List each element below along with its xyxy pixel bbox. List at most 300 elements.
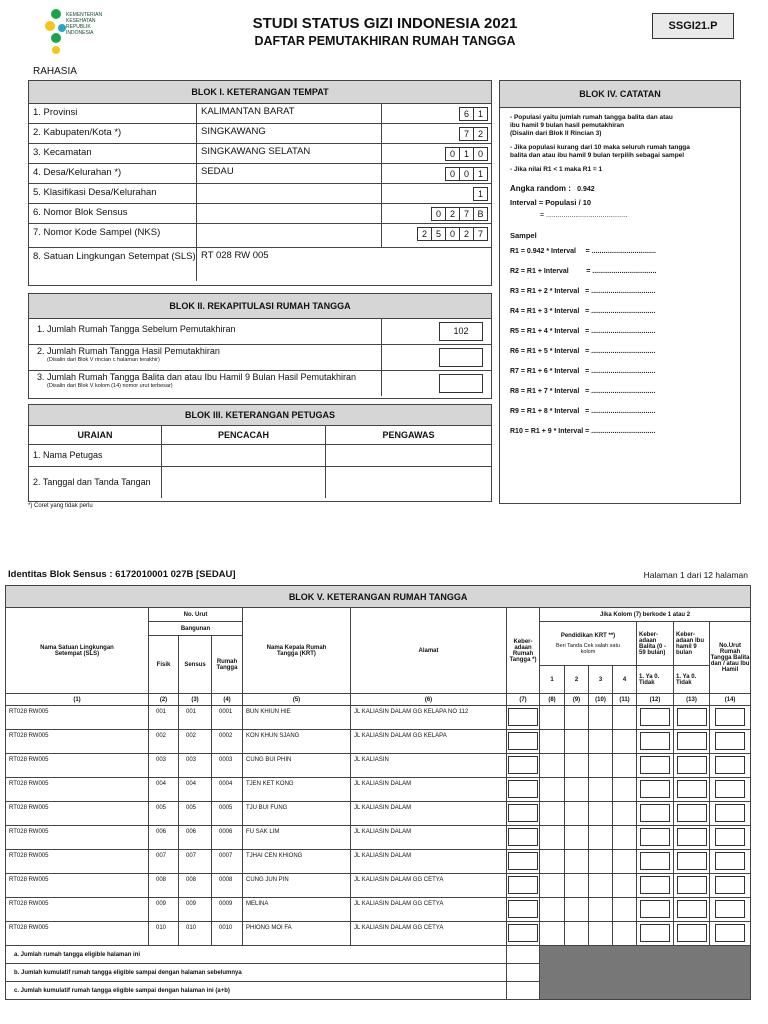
blok-1-label: 7. Nomor Kode Sampel (NKS) [33, 227, 161, 238]
cell-col-9 [565, 922, 589, 946]
code-digit[interactable]: 1 [473, 107, 488, 121]
entry-box[interactable] [677, 756, 707, 774]
cell-col-11 [613, 874, 637, 898]
blok-1-row [29, 163, 491, 184]
cell-sensus: 005 [179, 802, 212, 826]
random-value: 0.942 [577, 186, 595, 193]
cell-krt: FU SAK LIM [243, 826, 351, 850]
code-digit[interactable]: 6 [459, 107, 474, 121]
cell-alamat: JL KALIASIN DALAM GG KELAPA NO 112 [351, 706, 507, 730]
table-row [6, 826, 751, 850]
cell-col-13 [674, 778, 710, 802]
blok-5-table [5, 585, 751, 1000]
cell-col-10 [589, 922, 613, 946]
cell-col-8 [540, 850, 565, 874]
table-row [6, 898, 751, 922]
r-row: R1 = 0.942 * Interval = ................................. [510, 248, 656, 255]
blok-1 [28, 80, 492, 286]
entry-box[interactable] [715, 900, 745, 918]
cell-col-8 [540, 922, 565, 946]
entry-box[interactable] [677, 708, 707, 726]
sampel-label: Sampel [510, 231, 537, 240]
blok-2-value-box[interactable]: 102 [439, 322, 483, 341]
entry-box[interactable] [508, 924, 538, 942]
entry-box[interactable] [677, 828, 707, 846]
blok-2-label: 1. Jumlah Rumah Tangga Sebelum Pemutakhiran [37, 324, 236, 334]
cell-col-10 [589, 850, 613, 874]
summary-label: c. Jumlah kumulatif rumah tangga eligible sampai dengan halaman ini (a+b) [6, 982, 507, 1000]
blok-3 [28, 404, 492, 502]
cell-col-13 [674, 898, 710, 922]
code-digit[interactable]: 0 [445, 147, 460, 161]
cell-sensus: 010 [179, 922, 212, 946]
entry-box[interactable] [508, 780, 538, 798]
blok-1-label: 4. Desa/Kelurahan *) [33, 167, 122, 178]
h-ya-13: 1. Ya 0. Tidak [674, 666, 710, 694]
cell-col-9 [565, 898, 589, 922]
h-balita: Keber- adaan Balita (0 - 59 bulan) [637, 622, 674, 666]
cell-col-8 [540, 874, 565, 898]
cell-sls: RT028 RW005 [6, 706, 149, 730]
entry-box[interactable] [640, 708, 670, 726]
cell-fisik: 002 [149, 730, 179, 754]
blok-1-label: 6. Nomor Blok Sensus [33, 207, 128, 218]
blok-3-table [29, 426, 491, 498]
blok-1-value: SEDAU [196, 163, 381, 183]
cell-col-12 [637, 802, 674, 826]
table-row [6, 874, 751, 898]
interval-eq: = .......................................... [540, 212, 628, 219]
cell-col-7 [507, 730, 540, 754]
col-number: (1) [6, 694, 149, 706]
entry-box[interactable] [508, 732, 538, 750]
blok-2-label: 3. Jumlah Rumah Tangga Balita dan atau Ibu Hamil 9 Bulan Hasil Pemutakhiran [37, 372, 357, 382]
entry-box[interactable] [715, 804, 745, 822]
code-digit[interactable]: 7 [459, 127, 474, 141]
blok-1-value [196, 203, 381, 223]
ttd-pengawas-field[interactable] [325, 466, 491, 498]
cell-sls: RT028 RW005 [6, 850, 149, 874]
cell-col-13 [674, 730, 710, 754]
entry-box[interactable] [508, 828, 538, 846]
entry-box[interactable] [508, 852, 538, 870]
summary-value[interactable] [507, 964, 540, 982]
r-row: R4 = R1 + 3 * Interval = ................................. [510, 308, 656, 315]
col-number: (6) [351, 694, 507, 706]
table-row [6, 706, 751, 730]
code-digit[interactable]: 5 [431, 227, 446, 241]
cell-col-11 [613, 730, 637, 754]
cell-krt: MELINA [243, 898, 351, 922]
cell-fisik: 005 [149, 802, 179, 826]
page-subtitle: DAFTAR PEMUTAKHIRAN RUMAH TANGGA [254, 34, 516, 48]
entry-box[interactable] [715, 780, 745, 798]
blok-1-label: 1. Provinsi [33, 107, 78, 118]
blok-1-value: SINGKAWANG [196, 123, 381, 143]
cell-col-12 [637, 922, 674, 946]
cell-krt: BUN KHIUN HIE [243, 706, 351, 730]
r-row: R8 = R1 + 7 * Interval = ................................. [510, 388, 656, 395]
cell-col-7 [507, 826, 540, 850]
col-number: (3) [179, 694, 212, 706]
cell-sls: RT028 RW005 [6, 802, 149, 826]
cell-sls: RT028 RW005 [6, 754, 149, 778]
identitas-blok-sensus: Identitas Blok Sensus : 6172010001 027B [SEDAU] [8, 569, 236, 580]
cell-col-9 [565, 850, 589, 874]
cell-alamat: JL KALIASIN DALAM GG KELAPA [351, 730, 507, 754]
r-row: R6 = R1 + 5 * Interval = ................................. [510, 348, 656, 355]
col-number: (8) [540, 694, 565, 706]
pend-num: 1 [540, 666, 565, 694]
cell-col-14 [710, 802, 751, 826]
summary-label: a. Jumlah rumah tangga eligible halaman ini [6, 946, 507, 964]
cell-col-10 [589, 778, 613, 802]
blok-1-label: 8. Satuan Lingkungan Setempat (SLS) [33, 251, 196, 262]
code-digit[interactable]: 0 [445, 227, 460, 241]
cell-col-9 [565, 754, 589, 778]
entry-box[interactable] [508, 708, 538, 726]
nama-pencacah-field[interactable] [162, 444, 326, 466]
cell-col-14 [710, 922, 751, 946]
r-row: R9 = R1 + 8 * Interval = ................................. [510, 408, 656, 415]
cell-col-9 [565, 730, 589, 754]
col-number: (11) [613, 694, 637, 706]
cell-col-7 [507, 754, 540, 778]
code-digit[interactable]: 7 [459, 207, 474, 221]
entry-box[interactable] [508, 876, 538, 894]
entry-box[interactable] [715, 852, 745, 870]
cell-col-12 [637, 850, 674, 874]
code-digit[interactable]: 1 [473, 167, 488, 181]
cell-col-7 [507, 706, 540, 730]
blok-4 [499, 80, 741, 504]
cell-sensus: 002 [179, 730, 212, 754]
cell-fisik: 009 [149, 898, 179, 922]
cell-fisik: 008 [149, 874, 179, 898]
blok-1-value: RT 028 RW 005 [196, 247, 491, 281]
cell-sls: RT028 RW005 [6, 898, 149, 922]
logo-text: KEMENTERIAN KESEHATAN REPUBLIK INDONESIA [66, 12, 103, 36]
table-row [6, 778, 751, 802]
entry-box[interactable] [677, 780, 707, 798]
cell-col-8 [540, 754, 565, 778]
cell-col-14 [710, 850, 751, 874]
h-nourut: No. Urut [149, 608, 243, 622]
col-number: (9) [565, 694, 589, 706]
blok-2-value-cell [381, 344, 491, 370]
summary-value[interactable] [507, 946, 540, 964]
table-row [6, 922, 751, 946]
cell-alamat: JL KALIASIN [351, 754, 507, 778]
entry-box[interactable] [640, 780, 670, 798]
blok-1-code-cell [381, 183, 491, 203]
col-number: (2) [149, 694, 179, 706]
h-keberadaan: Keber- adaan Rumah Tangga *) [507, 608, 540, 694]
blok-1-label: 3. Kecamatan [33, 147, 92, 158]
cell-fisik: 001 [149, 706, 179, 730]
cell-sensus: 001 [179, 706, 212, 730]
cell-col-8 [540, 778, 565, 802]
row-tanggal-ttd: 2. Tanggal dan Tanda Tangan [29, 466, 162, 498]
cell-krt: CUNG JUN PIN [243, 874, 351, 898]
ttd-pencacah-field[interactable] [162, 466, 326, 498]
code-digit[interactable]: 0 [459, 167, 474, 181]
blok-1-digits [460, 107, 488, 121]
cell-col-14 [710, 754, 751, 778]
entry-box[interactable] [677, 876, 707, 894]
cell-alamat: JL KALIASIN DALAM GG CETYA [351, 922, 507, 946]
cell-col-11 [613, 850, 637, 874]
code-digit[interactable]: 0 [431, 207, 446, 221]
form-code: SSGI21.P [652, 13, 734, 39]
cell-col-14 [710, 826, 751, 850]
cell-fisik: 003 [149, 754, 179, 778]
cell-sensus: 006 [179, 826, 212, 850]
blok-1-value: SINGKAWANG SELATAN [196, 143, 381, 163]
cell-sls: RT028 RW005 [6, 922, 149, 946]
cell-rt: 0002 [212, 730, 243, 754]
cell-fisik: 004 [149, 778, 179, 802]
blok-1-digits [446, 147, 488, 161]
cell-alamat: JL KALIASIN DALAM [351, 778, 507, 802]
pend-num: 2 [565, 666, 589, 694]
cell-col-7 [507, 874, 540, 898]
footnote: *) Coret yang tidak perlu [28, 503, 93, 509]
summary-row [6, 946, 751, 964]
shaded-area [540, 946, 751, 1000]
cell-col-10 [589, 706, 613, 730]
cell-col-7 [507, 898, 540, 922]
entry-box[interactable] [640, 756, 670, 774]
cell-alamat: JL KALIASIN DALAM GG CETYA [351, 898, 507, 922]
cell-col-12 [637, 778, 674, 802]
cell-col-13 [674, 850, 710, 874]
col-number: (10) [589, 694, 613, 706]
blok-1-code-cell [381, 223, 491, 247]
h-krt: Nama Kepala Rumah Tangga (KRT) [243, 608, 351, 694]
note-line: - Populasi yaitu jumlah rumah tangga balita dan atau [510, 114, 673, 121]
confidential-label: RAHASIA [33, 66, 77, 77]
blok-1-value [196, 183, 381, 203]
code-digit[interactable]: 2 [445, 207, 460, 221]
h-pendidikan-label: Pendidikan KRT **) [560, 632, 616, 639]
cell-col-8 [540, 826, 565, 850]
cell-rt: 0003 [212, 754, 243, 778]
random-label: Angka random : [510, 184, 571, 193]
blok-1-row [29, 183, 491, 204]
note-line: balita dan atau ibu hamil 9 bulan terpilih sebagai sampel [510, 152, 685, 159]
note-line: - Jika nilai R1 < 1 maka R1 = 1 [510, 166, 603, 173]
h-pendidikan-sub: Beri Tanda Cek salah satu kolom [555, 642, 621, 655]
pend-num: 4 [613, 666, 637, 694]
cell-col-9 [565, 778, 589, 802]
cell-rt: 0010 [212, 922, 243, 946]
blok-1-title: BLOK I. KETERANGAN TEMPAT [29, 81, 491, 104]
code-digit[interactable]: 0 [473, 147, 488, 161]
cell-rt: 0008 [212, 874, 243, 898]
entry-box[interactable] [715, 708, 745, 726]
blok-5-title: BLOK V. KETERANGAN RUMAH TANGGA [6, 586, 751, 608]
r-row: R7 = R1 + 6 * Interval = ................................. [510, 368, 656, 375]
cell-rt: 0004 [212, 778, 243, 802]
entry-box[interactable] [715, 732, 745, 750]
cell-sensus: 003 [179, 754, 212, 778]
h-sensus: Sensus [179, 636, 212, 694]
blok-1-code-cell [381, 143, 491, 163]
cell-col-9 [565, 826, 589, 850]
cell-krt: CUNG BUI PHIN [243, 754, 351, 778]
cell-sls: RT028 RW005 [6, 874, 149, 898]
col-number: (7) [507, 694, 540, 706]
cell-krt: TJU BUI FUNG [243, 802, 351, 826]
h-jika: Jika Kolom (7) berkode 1 atau 2 [540, 608, 751, 622]
nama-pengawas-field[interactable] [325, 444, 491, 466]
cell-col-13 [674, 706, 710, 730]
cell-col-10 [589, 802, 613, 826]
cell-rt: 0006 [212, 826, 243, 850]
entry-box[interactable] [715, 924, 745, 942]
entry-box[interactable] [640, 732, 670, 750]
entry-box[interactable] [640, 876, 670, 894]
cell-col-7 [507, 850, 540, 874]
h-ibu: Keber- adaan Ibu hamil 9 bulan [674, 622, 710, 666]
cell-col-11 [613, 826, 637, 850]
cell-col-10 [589, 754, 613, 778]
h-pendidikan [540, 622, 637, 666]
entry-box[interactable] [715, 876, 745, 894]
cell-col-10 [589, 874, 613, 898]
code-digit[interactable]: 1 [459, 147, 474, 161]
code-digit[interactable]: 2 [417, 227, 432, 241]
entry-box[interactable] [715, 756, 745, 774]
page-indicator: Halaman 1 dari 12 halaman [643, 570, 748, 580]
entry-box[interactable] [640, 924, 670, 942]
blok-1-digits [460, 127, 488, 141]
cell-col-14 [710, 778, 751, 802]
entry-box[interactable] [640, 900, 670, 918]
cell-col-13 [674, 754, 710, 778]
cell-col-12 [637, 898, 674, 922]
cell-col-9 [565, 706, 589, 730]
cell-col-14 [710, 706, 751, 730]
blok-2-value-box[interactable] [439, 374, 483, 393]
pend-num: 3 [589, 666, 613, 694]
blok-1-row [29, 103, 491, 124]
col-number: (12) [637, 694, 674, 706]
blok-1-value [196, 223, 381, 247]
cell-col-9 [565, 802, 589, 826]
cell-col-8 [540, 730, 565, 754]
blok-1-row [29, 123, 491, 144]
blok-2-row [29, 370, 491, 396]
cell-col-12 [637, 730, 674, 754]
cell-col-11 [613, 802, 637, 826]
col-uraian: URAIAN [29, 426, 162, 444]
entry-box[interactable] [508, 900, 538, 918]
code-digit[interactable]: 1 [473, 187, 488, 201]
code-digit[interactable]: 2 [473, 127, 488, 141]
cell-col-13 [674, 874, 710, 898]
row-nama-petugas: 1. Nama Petugas [29, 444, 162, 466]
blok-4-notes [500, 108, 740, 435]
summary-value[interactable] [507, 982, 540, 1000]
entry-box[interactable] [640, 804, 670, 822]
cell-col-7 [507, 802, 540, 826]
entry-box[interactable] [508, 804, 538, 822]
h-sls: Nama Satuan Lingkungan Setempat (SLS) [6, 608, 149, 694]
h-rt: Rumah Tangga [212, 636, 243, 694]
entry-box[interactable] [677, 924, 707, 942]
code-digit[interactable]: 0 [445, 167, 460, 181]
blok-2-sub: (Disalin dari Blok V rincian c halaman terakhir) [47, 357, 160, 363]
blok-2-value-box[interactable] [439, 348, 483, 367]
table-row [6, 850, 751, 874]
cell-col-8 [540, 898, 565, 922]
code-digit[interactable]: 2 [459, 227, 474, 241]
blok-5 [5, 585, 750, 1000]
cell-col-7 [507, 922, 540, 946]
blok-2-value-cell [381, 370, 491, 396]
cell-col-12 [637, 826, 674, 850]
blok-1-code-cell [381, 163, 491, 183]
cell-krt: TJHAI CEN KHIONG [243, 850, 351, 874]
r-row: R2 = R1 + Interval = ................................. [510, 268, 657, 275]
blok-2-title: BLOK II. REKAPITULASI RUMAH TANGGA [29, 294, 491, 319]
h-ya-12: 1. Ya 0. Tidak [637, 666, 674, 694]
entry-box[interactable] [640, 852, 670, 870]
r-row: R10 = R1 + 9 * Interval = ................................. [510, 428, 656, 435]
cell-col-8 [540, 802, 565, 826]
r-row: R3 = R1 + 2 * Interval = ................................. [510, 288, 656, 295]
entry-box[interactable] [677, 852, 707, 870]
blok-1-code-cell [381, 103, 491, 123]
cell-sls: RT028 RW005 [6, 778, 149, 802]
cell-alamat: JL KALIASIN DALAM [351, 802, 507, 826]
note-line: - Jika populasi kurang dari 10 maka seluruh rumah tangga [510, 144, 690, 151]
col-number: (5) [243, 694, 351, 706]
cell-rt: 0001 [212, 706, 243, 730]
blok-2-row [29, 318, 491, 345]
interval-label: Interval = Populasi / 10 [510, 198, 592, 207]
cell-fisik: 010 [149, 922, 179, 946]
cell-col-11 [613, 706, 637, 730]
cell-krt: KON KHUN SJANG [243, 730, 351, 754]
cell-rt: 0009 [212, 898, 243, 922]
blok-1-value: KALIMANTAN BARAT [196, 103, 381, 123]
cell-col-10 [589, 730, 613, 754]
cell-sensus: 008 [179, 874, 212, 898]
entry-box[interactable] [677, 732, 707, 750]
blok-1-row [29, 247, 491, 281]
cell-col-13 [674, 826, 710, 850]
code-digit[interactable]: B [473, 207, 488, 221]
code-digit[interactable]: 7 [473, 227, 488, 241]
blok-1-label: 2. Kabupaten/Kota *) [33, 127, 122, 138]
h-nourut2: No.Urut Rumah Tangga Balita dan / atau Ibu Hamil [710, 622, 751, 694]
entry-box[interactable] [677, 804, 707, 822]
cell-col-12 [637, 706, 674, 730]
cell-fisik: 007 [149, 850, 179, 874]
blok-1-row [29, 203, 491, 224]
cell-rt: 0005 [212, 802, 243, 826]
entry-box[interactable] [640, 828, 670, 846]
entry-box[interactable] [715, 828, 745, 846]
cell-sensus: 009 [179, 898, 212, 922]
blok-1-code-cell [381, 123, 491, 143]
cell-col-14 [710, 730, 751, 754]
entry-box[interactable] [677, 900, 707, 918]
entry-box[interactable] [508, 756, 538, 774]
